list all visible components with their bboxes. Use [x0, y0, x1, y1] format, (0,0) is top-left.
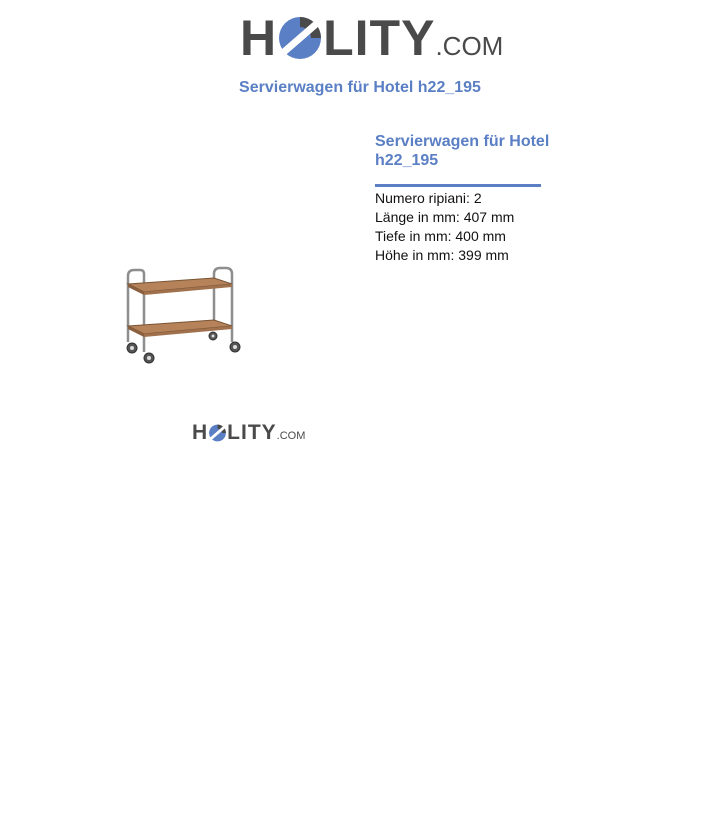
logo-letters-lity: LITY [323, 10, 436, 66]
logo-o-icon [277, 13, 323, 63]
logo-letter-h: H [192, 421, 209, 444]
spec-depth: Tiefe in mm: 400 mm [375, 228, 506, 244]
logo-domain: .COM [276, 430, 306, 442]
spec-shelves: Numero ripiani: 2 [375, 190, 482, 206]
logo-letter-h: H [240, 10, 278, 66]
holity-logo[interactable] [240, 10, 503, 66]
holity-logo-small[interactable] [192, 421, 305, 445]
spec-length: Länge in mm: 407 mm [375, 209, 515, 225]
serving-trolley-image [118, 262, 248, 368]
logo-domain: .COM [435, 31, 504, 61]
spec-height: Höhe in mm: 399 mm [375, 247, 509, 263]
logo-letters-lity: LITY [227, 421, 277, 444]
page-title: Servierwagen für Hotel h22_195 [239, 79, 481, 96]
product-details [375, 132, 555, 265]
product-title: Servierwagen für Hotel h22_195 [375, 133, 550, 169]
logo-o-icon [208, 423, 227, 443]
title-divider [375, 184, 541, 187]
